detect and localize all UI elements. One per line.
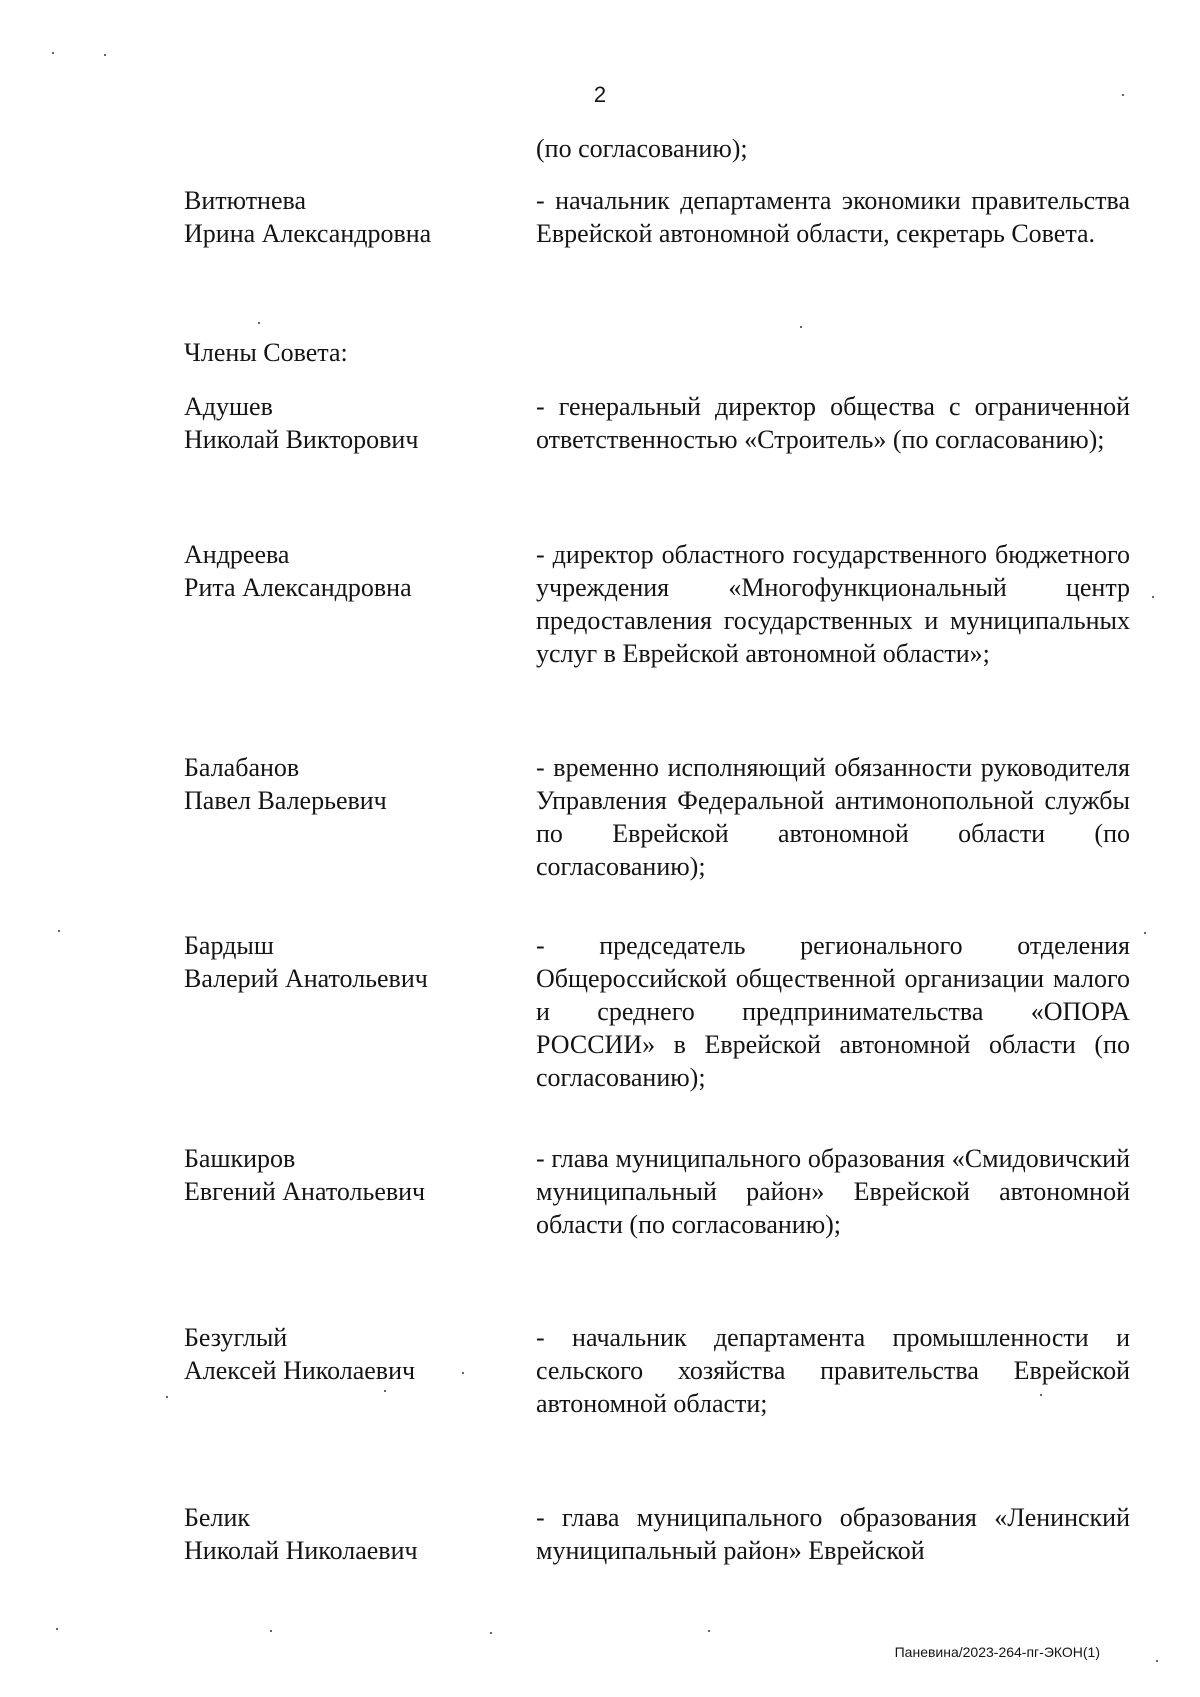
scan-speck xyxy=(52,52,54,54)
scan-speck xyxy=(800,326,802,328)
member-given-name: Николай Николаевич xyxy=(184,1536,418,1565)
member-name xyxy=(184,184,524,250)
member-given-name: Рита Александровна xyxy=(184,573,412,602)
member-role: - начальник департамента промышленности и сельского хозяйства правительства Еврейской автономной области; xyxy=(536,1323,1130,1418)
member-surname: Андреева xyxy=(184,540,290,569)
member-name xyxy=(184,390,524,456)
member-surname: Белик xyxy=(184,1503,250,1532)
member-role: - временно исполняющий обязанности руководителя Управления Федеральной антимонопольной службы по Еврейской автономной области (по согласованию); xyxy=(536,753,1130,881)
page-number: 2 xyxy=(593,82,607,107)
scan-speck xyxy=(1144,932,1146,934)
scan-speck xyxy=(1122,94,1124,96)
member-name xyxy=(184,751,524,817)
member-given-name: Евгений Анатольевич xyxy=(184,1177,426,1206)
scan-speck xyxy=(1152,596,1154,598)
member-name xyxy=(184,929,524,995)
member-given-name: Ирина Александровна xyxy=(184,219,432,248)
scan-speck xyxy=(708,1630,710,1632)
continued-role-text: (по согласованию); xyxy=(536,134,748,163)
member-name xyxy=(184,538,524,604)
member-role: - директор областного государственного бюджетного учреждения «Многофункциональный центр предоставления государственных и муниципальных услуг в Еврейской автономной области»; xyxy=(536,540,1130,668)
member-name xyxy=(184,1501,524,1567)
member-surname: Башкиров xyxy=(184,1144,296,1173)
member-role: - глава муниципального образования «Смидовичский муниципальный район» Еврейской автономной области (по согласованию); xyxy=(536,1144,1130,1239)
scan-speck xyxy=(104,54,106,56)
document-code: Паневина/2023-264-пг-ЭКОН(1) xyxy=(894,1644,1100,1660)
member-surname: Балабанов xyxy=(184,753,300,782)
member-surname: Бардыш xyxy=(184,931,274,960)
member-surname: Безуглый xyxy=(184,1323,288,1352)
scan-speck xyxy=(58,930,60,932)
member-given-name: Алексей Николаевич xyxy=(184,1356,416,1385)
member-role: - генеральный директор общества с ограниченной ответственностью «Строитель» (по согласованию); xyxy=(536,392,1130,454)
scan-speck xyxy=(1040,1394,1042,1396)
member-role: - председатель регионального отделения Общероссийской общественной организации малого и среднего предпринимательства «ОПОРА РОССИИ» в Еврейской автономной области (по согласованию); xyxy=(536,931,1130,1092)
member-given-name: Валерий Анатольевич xyxy=(184,964,428,993)
section-heading: Члены Совета: xyxy=(184,338,348,367)
member-given-name: Павел Валерьевич xyxy=(184,786,387,815)
member-name xyxy=(184,1321,524,1387)
member-surname: Адушев xyxy=(184,392,273,421)
member-role: - глава муниципального образования «Ленинский муниципальный район» Еврейской xyxy=(536,1503,1130,1565)
scan-speck xyxy=(490,1632,492,1634)
member-given-name: Николай Викторович xyxy=(184,425,419,454)
scan-speck xyxy=(270,1630,272,1632)
scan-speck xyxy=(166,1396,168,1398)
member-surname: Витютнева xyxy=(184,186,306,215)
scan-speck xyxy=(1156,1660,1158,1662)
member-role: - начальник департамента экономики правительства Еврейской автономной области, секретарь Совета. xyxy=(536,186,1130,248)
scan-speck xyxy=(384,1390,386,1392)
scan-speck xyxy=(56,1628,58,1630)
scan-speck xyxy=(462,1372,464,1374)
member-name xyxy=(184,1142,524,1208)
scan-speck xyxy=(258,322,260,324)
